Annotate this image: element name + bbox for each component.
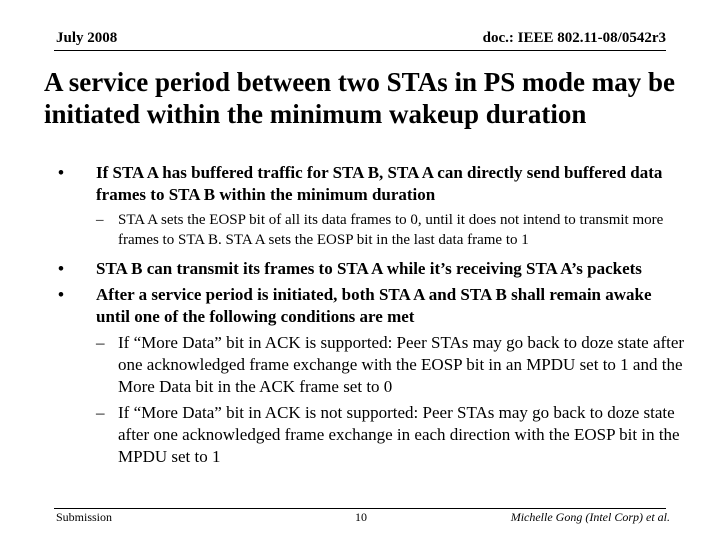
footer-rule [54, 508, 666, 509]
bullet-mark: • [58, 259, 64, 278]
footer-submission: Submission [56, 510, 113, 524]
footer-author: Michelle Gong (Intel Corp) et al. [510, 510, 670, 524]
dash-mark: – [96, 403, 105, 422]
bullet-3-sub-1-text: If “More Data” bit in ACK is supported: Peer STAs may go back to doze state after one acknowledged frame exchange with the EOSP bit in an MPDU set to 1 and the More Data bit in the ACK frame set to 0 [118, 333, 685, 396]
bullet-1-sub-1-text: STA A sets the EOSP bit of all its data frames to 0, until it does not intend to transmit more frames to STA B. STA A sets the EOSP bit in the last data frame to 1 [118, 212, 664, 248]
dash-mark: – [96, 333, 105, 352]
slide-title: A service period between two STAs in PS mode may be initiated within the minimum wakeup duration [44, 67, 675, 129]
header-date: July 2008 [56, 30, 118, 46]
header-doc-id: doc.: IEEE 802.11-08/0542r3 [482, 30, 666, 46]
bullet-3 [58, 284, 686, 328]
bullet-2 [58, 258, 686, 280]
bullet-2-text: STA B can transmit its frames to STA A while it’s receiving STA A’s packets [96, 259, 642, 278]
bullet-mark: • [58, 163, 64, 182]
bullet-1 [58, 162, 686, 206]
bullet-3-sub-2 [96, 402, 690, 468]
bullet-3-text: After a service period is initiated, both STA A and STA B shall remain awake until one of the following conditions are met [96, 285, 652, 326]
bullet-3-sub-2-text: If “More Data” bit in ACK is not supported: Peer STAs may go back to doze state after one acknowledged frame exchange in each direction with the EOSP bit in the MPDU set to 1 [118, 403, 680, 466]
bullet-mark: • [58, 285, 64, 304]
footer-page-number: 10 [355, 510, 367, 524]
bullet-3-sub-1 [96, 332, 690, 398]
dash-mark: – [96, 212, 104, 228]
bullet-1-sub-1 [96, 210, 688, 250]
slide-body [0, 162, 720, 468]
header-rule [54, 50, 666, 51]
bullet-1-text: If STA A has buffered traffic for STA B, STA A can directly send buffered data frames to STA B within the minimum duration [96, 163, 663, 204]
